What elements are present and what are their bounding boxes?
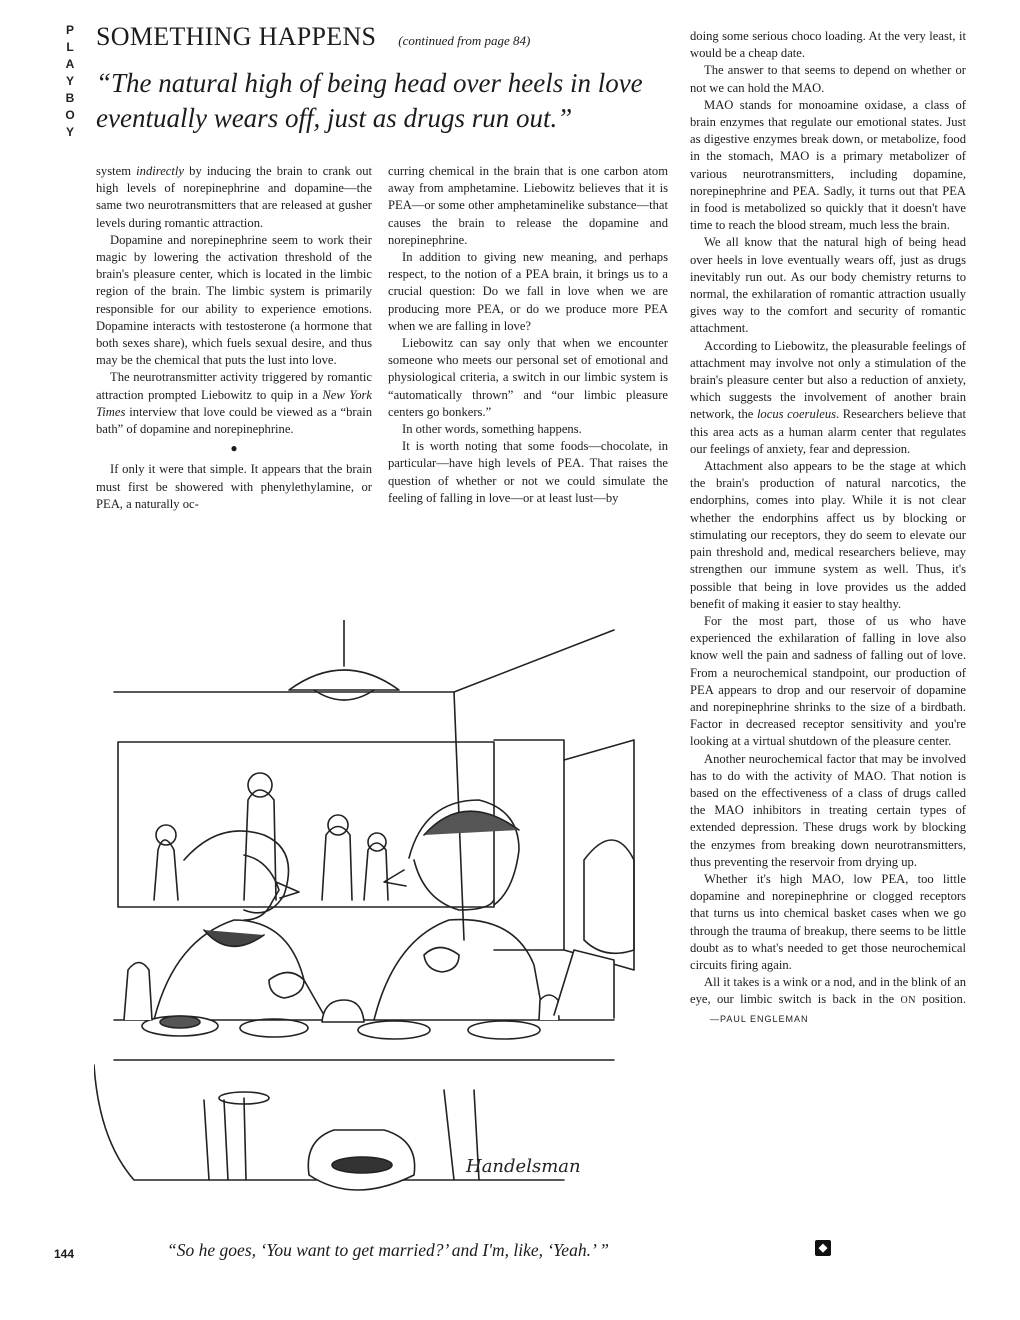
paragraph: In other words, something happens. [402,422,582,437]
spine-letter: P [65,23,74,37]
text-column-1 [96,163,372,513]
paragraph: Dopamine and norepinephrine seem to work their magic by lowering the activation threshold of the brain's pleasure center, which is located in the limbic region of the brain. The limbic system is primarily responsible for our ability to experience emotions. Dopamine interacts with testosterone (a hormone that both sexes share), which fuels sexual desire, and thus may be the chemical that puts the lust into love. [96,232,372,368]
spine-letter: L [66,40,74,54]
spine-letter: Y [65,125,74,139]
cartoon-caption: “So he goes, ‘You want to get married?’ and I'm, like, ‘Yeah.’ ” [167,1240,609,1260]
cartoon-illustration [94,620,670,1220]
paragraph: According to Liebowitz, the pleasurable feelings of attachment may involve not only a stimulation of the brain's pleasure center but also a reduction of anxiety, which suggests the involvement of another brain network, the locus coeruleus. Researchers believe that this area acts as a human alarm center that regulates our feelings of anxiety, fear and depression. [690,338,966,456]
spine-letter: O [65,108,75,122]
paragraph: Attachment also appears to be the stage at which the brain's production of natural narcotics, the endorphins, comes into play. While it is not clear whether the endorphins affect us by blocking or stimulating our receptors, they do seem to elevate our pain threshold and, medical researchers believe, may strengthen our immune system as well. Thus, it's possible that being in love provides us the added benefit of making it easier to stay healthy. [690,459,966,611]
magazine-spine-label [58,22,82,141]
section-header [96,22,530,52]
paragraph: doing some serious choco loading. At the very least, it would be a cheap date. [690,29,966,61]
text-column-3 [690,28,966,1028]
playboy-bunny-end-mark: ◆ [815,1240,831,1256]
author-signature: —PAUL ENGLEMAN [710,1013,809,1024]
paragraph: All it takes is a wink or a nod, and in the blink of an eye, our limbic switch is back in the ON position.—PAUL ENGLEMAN [690,975,967,1024]
paragraph: curring chemical in the brain that is one carbon atom away from amphetamine. Liebowitz believes that it is PEA—or some other amphetaminelike substance—that causes the brain to release the dopamine and norepinephrine. [388,164,668,247]
page-number: 144 [54,1247,75,1261]
paragraph: Another neurochemical factor that may be involved has to do with the activity of MAO. That notion is based on the effectiveness of a class of drugs called the MAO inhibitors in treating certain types of extended depression. These drugs work by blocking the enzymes from breaking down neurotransmitters, thus preventing the reservoir from drying up. [690,751,966,869]
paragraph: For the most part, those of us who have experienced the exhilaration of falling in love also know well the pain and sadness of falling out of love. From a neurochemical standpoint, our production of PEA appears to drop and our reservoir of dopamine and norepinephrine shrinks to the size of a birdbath. Factor in decreased receptor sensitivity and you're looking at a virtual shutdown of the pleasure center. [690,613,966,749]
paragraph: In addition to giving new meaning, and perhaps respect, to the notion of a PEA brain, it brings us to a crucial question: Do we fall in love when we are producing more PEA, or do we produce more PEA when we are falling in love? [388,250,668,333]
paragraph: system indirectly by inducing the brain to crank out high levels of norepinephrine and dopamine—the same two neurotransmitters that are released at gusher levels during romantic attraction. [96,164,372,230]
text-column-2 [388,163,668,507]
spine-letter: B [65,91,75,105]
paragraph: Liebowitz can say only that when we encounter someone who meets our personal set of emotional and physiological criteria, a switch in our limbic system is “automatically thrown” and “our limbic pleasure centers go bonkers.” [388,336,668,419]
spine-letter: A [65,57,75,71]
section-title: SOMETHING HAPPENS [96,22,377,51]
pull-quote: “The natural high of being head over heels in love eventually wears off, just as drugs run out.” [96,68,643,133]
section-bullet: ● [230,441,238,456]
paragraph: MAO stands for monoamine oxidase, a class of brain enzymes that regulate our emotional states. Just as digestive enzymes break down, or metabolize, food in the stomach, MAO is a primary metabolizer of various neurotransmitters, including dopamine, norepinephrine and PEA. Sadly, it turns out that PEA in food is metabolized so quickly that it doesn't have time to reach the blood stream, much less the brain. [690,97,966,233]
paragraph: Whether it's high MAO, low PEA, too little dopamine and norepinephrine or clogged receptors that turns us into chemical basket cases when we go through the trauma of breakup, there seems to be little doubt as to what's needed to get those neurochemical circuits firing again. [690,871,966,972]
continued-note: (continued from page 84) [398,33,531,48]
paragraph: The answer to that seems to depend on whether or not we can hold the MAO. [690,63,966,95]
paragraph: If only it were that simple. It appears that the brain must first be showered with phenylethylamine, or PEA, a naturally oc- [96,462,372,511]
spine-letter: Y [65,74,74,88]
paragraph: The neurotransmitter activity triggered by romantic attraction prompted Liebowitz to quip in a New York Times interview that love could be viewed as a “brain bath” of dopamine and norepinephrine. [96,370,372,437]
paragraph: It is worth noting that some foods—chocolate, in particular—have high levels of PEA. That raises the question of whether or not we could simulate the feeling of falling in love—or at least lust—by [388,439,668,505]
cartoonist-signature: Handelsman [466,1156,581,1177]
paragraph: We all know that the natural high of being head over heels in love eventually wears off, just as drugs inevitably run out. As our body chemistry returns to normal, the exhilaration of romantic attraction usually gives way to the comfort and security of romantic attachment. [690,235,966,336]
